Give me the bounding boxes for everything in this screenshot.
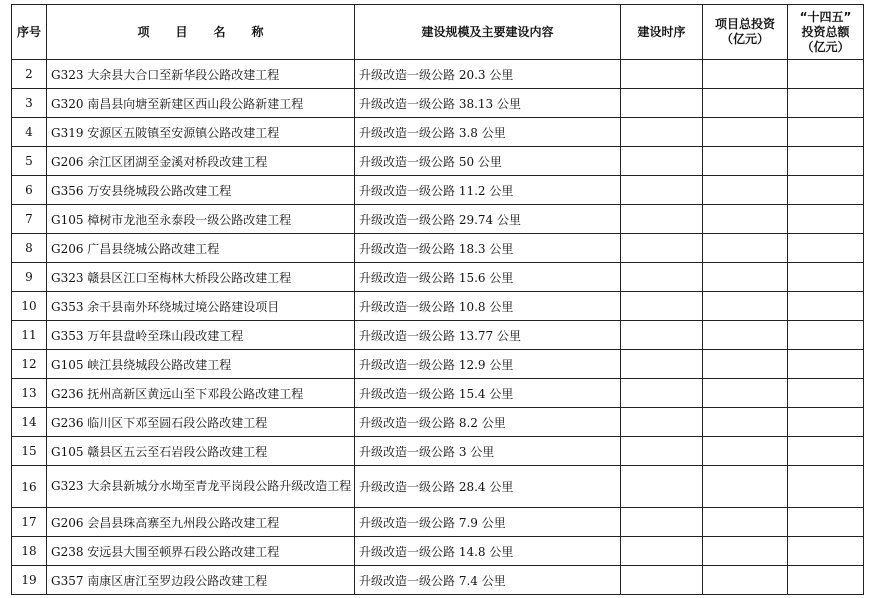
cell-period — [621, 566, 703, 595]
cell-project-name: G357 南康区唐江至罗边段公路改建工程 — [47, 566, 355, 595]
table-row — [12, 508, 864, 537]
cell-scale: 升级改造一级公路 20.3 公里 — [355, 60, 621, 89]
cell-project-name: G105 峡江县绕城段公路改建工程 — [47, 350, 355, 379]
cell-plan-investment — [788, 408, 864, 437]
cell-project-name: G320 南昌县向塘至新建区西山段公路新建工程 — [47, 89, 355, 118]
cell-total-investment — [703, 89, 788, 118]
cell-total-investment — [703, 508, 788, 537]
cell-period — [621, 118, 703, 147]
cell-total-investment — [703, 566, 788, 595]
cell-period — [621, 437, 703, 466]
cell-scale: 升级改造一级公路 28.4 公里 — [355, 466, 621, 508]
cell-no: 7 — [12, 205, 47, 234]
cell-no: 18 — [12, 537, 47, 566]
cell-period — [621, 292, 703, 321]
header-total-investment — [703, 5, 788, 60]
cell-total-investment — [703, 118, 788, 147]
cell-no: 10 — [12, 292, 47, 321]
table-row — [12, 537, 864, 566]
cell-plan-investment — [788, 60, 864, 89]
cell-no: 11 — [12, 321, 47, 350]
cell-plan-investment — [788, 118, 864, 147]
cell-plan-investment — [788, 508, 864, 537]
cell-total-investment — [703, 537, 788, 566]
cell-total-investment — [703, 466, 788, 508]
cell-project-name: G353 万年县盘岭至珠山段改建工程 — [47, 321, 355, 350]
cell-plan-investment — [788, 176, 864, 205]
cell-plan-investment — [788, 537, 864, 566]
cell-no: 13 — [12, 379, 47, 408]
cell-total-investment — [703, 437, 788, 466]
cell-scale: 升级改造一级公路 14.8 公里 — [355, 537, 621, 566]
cell-scale: 升级改造一级公路 18.3 公里 — [355, 234, 621, 263]
header-total-investment-line2: （亿元） — [720, 32, 769, 46]
cell-no: 14 — [12, 408, 47, 437]
cell-period — [621, 321, 703, 350]
cell-period — [621, 205, 703, 234]
cell-scale: 升级改造一级公路 8.2 公里 — [355, 408, 621, 437]
header-name: 项目名称 — [47, 5, 355, 60]
cell-scale: 升级改造一级公路 13.77 公里 — [355, 321, 621, 350]
cell-project-name: G236 临川区下邓至圆石段公路改建工程 — [47, 408, 355, 437]
header-row — [12, 5, 864, 60]
table-row — [12, 147, 864, 176]
cell-plan-investment — [788, 350, 864, 379]
table-row — [12, 321, 864, 350]
cell-plan-investment — [788, 89, 864, 118]
cell-no: 9 — [12, 263, 47, 292]
cell-no: 17 — [12, 508, 47, 537]
cell-period — [621, 466, 703, 508]
table-row — [12, 89, 864, 118]
header-total-investment-line1: 项目总投资 — [714, 17, 775, 31]
cell-scale: 升级改造一级公路 38.13 公里 — [355, 89, 621, 118]
table-row — [12, 466, 864, 508]
table-row — [12, 350, 864, 379]
table-row — [12, 437, 864, 466]
cell-plan-investment — [788, 147, 864, 176]
cell-project-name: G323 大余县新城分水坳至青龙平岗段公路升级改造工程 — [47, 466, 355, 508]
table-row — [12, 408, 864, 437]
cell-scale: 升级改造一级公路 15.4 公里 — [355, 379, 621, 408]
cell-period — [621, 537, 703, 566]
cell-project-name: G356 万安县绕城段公路改建工程 — [47, 176, 355, 205]
cell-scale: 升级改造一级公路 7.4 公里 — [355, 566, 621, 595]
header-plan-investment — [788, 5, 864, 60]
cell-plan-investment — [788, 379, 864, 408]
cell-plan-investment — [788, 234, 864, 263]
header-plan-investment-line3: （亿元） — [801, 39, 850, 54]
cell-scale: 升级改造一级公路 3.8 公里 — [355, 118, 621, 147]
table-row — [12, 566, 864, 595]
cell-project-name: G238 安远县大围至顿界石段公路改建工程 — [47, 537, 355, 566]
cell-total-investment — [703, 321, 788, 350]
table-row — [12, 205, 864, 234]
cell-project-name: G323 大余县大合口至新华段公路改建工程 — [47, 60, 355, 89]
cell-total-investment — [703, 408, 788, 437]
table-row — [12, 234, 864, 263]
cell-project-name: G105 樟树市龙池至永泰段一级公路改建工程 — [47, 205, 355, 234]
cell-total-investment — [703, 60, 788, 89]
table-body — [12, 60, 864, 595]
cell-project-name: G323 赣县区江口至梅林大桥段公路改建工程 — [47, 263, 355, 292]
cell-total-investment — [703, 176, 788, 205]
cell-no: 4 — [12, 118, 47, 147]
cell-period — [621, 263, 703, 292]
cell-period — [621, 408, 703, 437]
header-plan-investment-line1: “十四五” — [799, 9, 852, 24]
header-scale: 建设规模及主要建设内容 — [355, 5, 621, 60]
cell-project-name: G206 会昌县珠高寨至九州段公路改建工程 — [47, 508, 355, 537]
project-table — [11, 4, 864, 595]
cell-total-investment — [703, 292, 788, 321]
cell-no: 19 — [12, 566, 47, 595]
cell-project-name: G206 广昌县绕城公路改建工程 — [47, 234, 355, 263]
cell-scale: 升级改造一级公路 7.9 公里 — [355, 508, 621, 537]
table-row — [12, 60, 864, 89]
table-row — [12, 292, 864, 321]
cell-no: 5 — [12, 147, 47, 176]
cell-no: 6 — [12, 176, 47, 205]
cell-total-investment — [703, 205, 788, 234]
cell-plan-investment — [788, 205, 864, 234]
cell-period — [621, 147, 703, 176]
header-plan-investment-line2: 投资总额 — [801, 24, 850, 39]
cell-scale: 升级改造一级公路 15.6 公里 — [355, 263, 621, 292]
cell-no: 8 — [12, 234, 47, 263]
header-no: 序号 — [12, 5, 47, 60]
cell-plan-investment — [788, 292, 864, 321]
cell-period — [621, 379, 703, 408]
cell-plan-investment — [788, 437, 864, 466]
cell-project-name: G206 余江区团湖至金溪对桥段改建工程 — [47, 147, 355, 176]
cell-plan-investment — [788, 263, 864, 292]
header-period: 建设时序 — [621, 5, 703, 60]
cell-plan-investment — [788, 566, 864, 595]
cell-no: 12 — [12, 350, 47, 379]
cell-total-investment — [703, 350, 788, 379]
cell-plan-investment — [788, 321, 864, 350]
cell-scale: 升级改造一级公路 10.8 公里 — [355, 292, 621, 321]
table-row — [12, 263, 864, 292]
cell-scale: 升级改造一级公路 11.2 公里 — [355, 176, 621, 205]
cell-period — [621, 60, 703, 89]
cell-total-investment — [703, 263, 788, 292]
cell-total-investment — [703, 234, 788, 263]
cell-no: 16 — [12, 466, 47, 508]
cell-period — [621, 89, 703, 118]
cell-period — [621, 508, 703, 537]
cell-plan-investment — [788, 466, 864, 508]
cell-period — [621, 176, 703, 205]
cell-project-name: G319 安源区五陂镇至安源镇公路改建工程 — [47, 118, 355, 147]
cell-no: 2 — [12, 60, 47, 89]
cell-no: 3 — [12, 89, 47, 118]
cell-project-name: G353 余干县南外环绕城过境公路建设项目 — [47, 292, 355, 321]
cell-scale: 升级改造一级公路 29.74 公里 — [355, 205, 621, 234]
cell-period — [621, 350, 703, 379]
cell-total-investment — [703, 379, 788, 408]
cell-scale: 升级改造一级公路 12.9 公里 — [355, 350, 621, 379]
table-row — [12, 118, 864, 147]
cell-total-investment — [703, 147, 788, 176]
cell-no: 15 — [12, 437, 47, 466]
cell-scale: 升级改造一级公路 50 公里 — [355, 147, 621, 176]
table-row — [12, 176, 864, 205]
cell-scale: 升级改造一级公路 3 公里 — [355, 437, 621, 466]
table-row — [12, 379, 864, 408]
cell-project-name: G236 抚州高新区黄远山至下邓段公路改建工程 — [47, 379, 355, 408]
cell-period — [621, 234, 703, 263]
cell-project-name: G105 赣县区五云至石岩段公路改建工程 — [47, 437, 355, 466]
